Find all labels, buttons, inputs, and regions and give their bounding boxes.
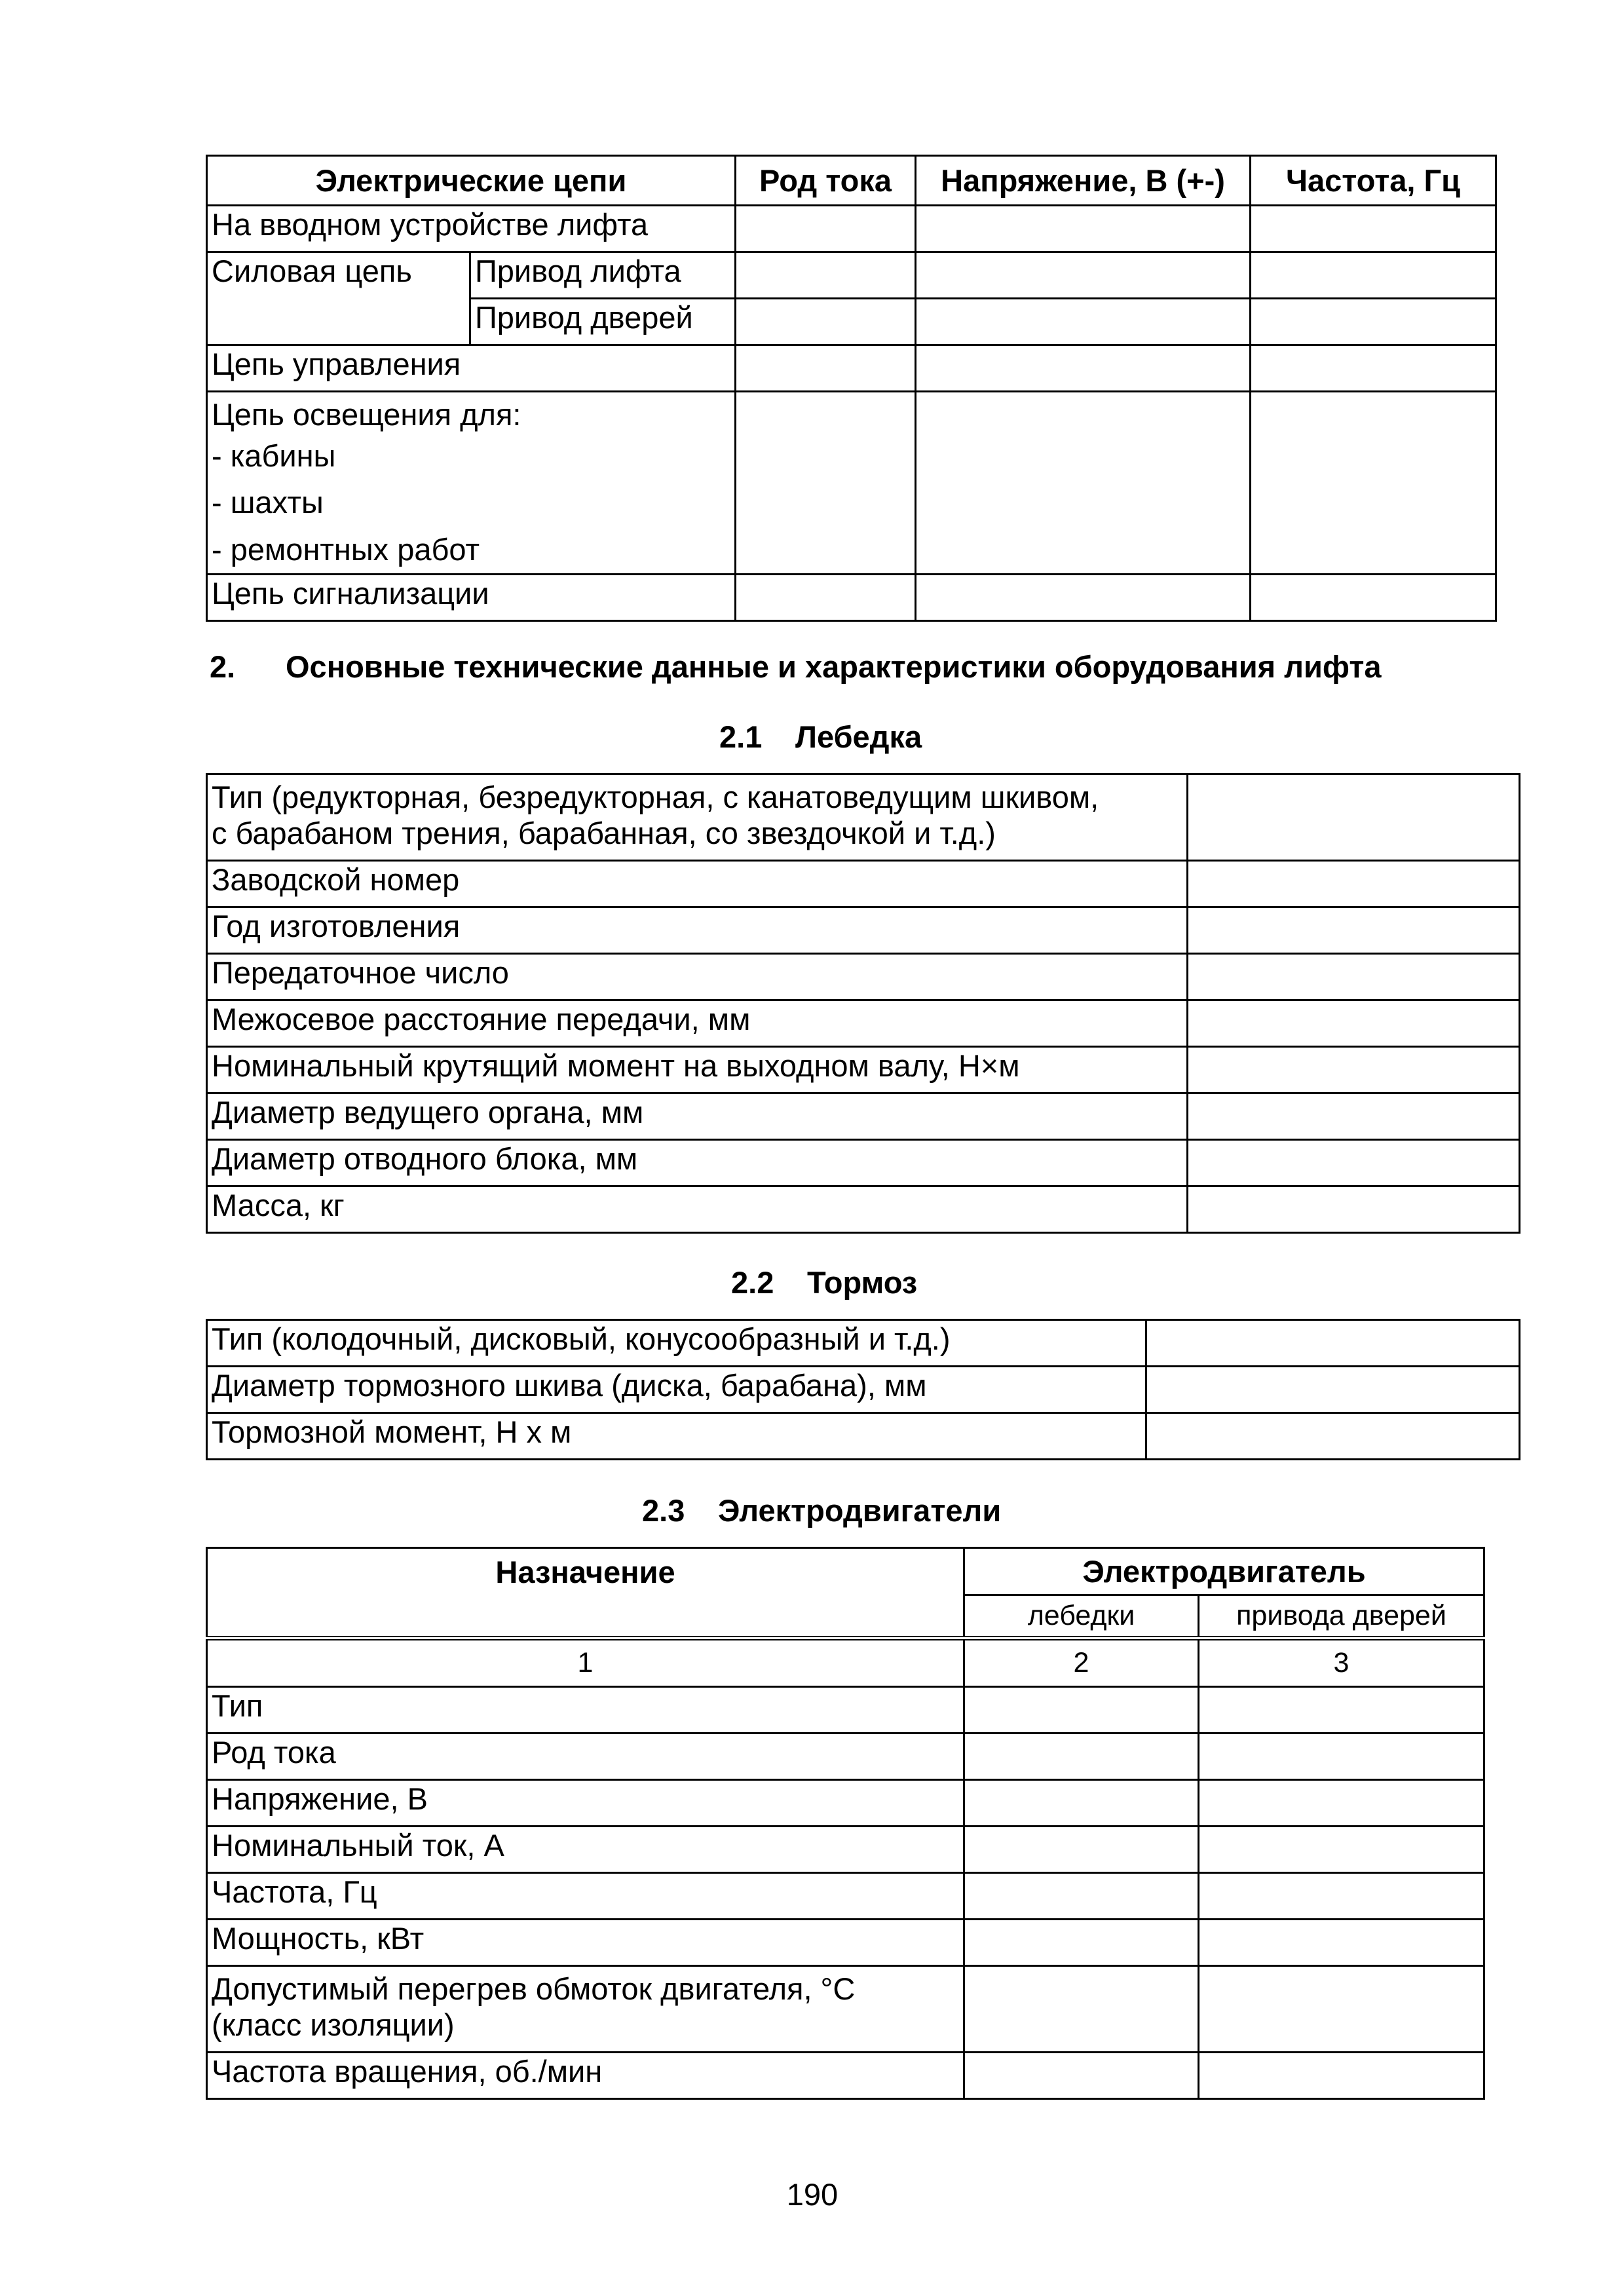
input-cell[interactable] <box>1251 206 1496 252</box>
header-door-motor: привода дверей <box>1199 1595 1484 1639</box>
motor-overheat-line-2: (класс изоляции) <box>212 2007 455 2042</box>
section-2-heading <box>210 649 1382 685</box>
motors-heading-number: 2.3 <box>642 1493 685 1528</box>
winch-gear-ratio: Передаточное число <box>207 954 1188 1000</box>
brake-table <box>206 1319 1520 1460</box>
input-cell[interactable] <box>1188 1000 1520 1047</box>
input-cell[interactable] <box>1188 1093 1520 1140</box>
winch-drive-diameter: Диаметр ведущего органа, мм <box>207 1093 1188 1140</box>
brake-heading-number: 2.2 <box>731 1265 774 1300</box>
input-cell[interactable] <box>1188 774 1520 861</box>
winch-center-distance: Межосевое расстояние передачи, мм <box>207 1000 1188 1047</box>
input-cell[interactable] <box>964 1734 1199 1780</box>
row-signal-circuit: Цепь сигнализации <box>207 575 736 621</box>
input-cell[interactable] <box>1251 252 1496 299</box>
input-cell[interactable] <box>964 1920 1199 1966</box>
motor-frequency: Частота, Гц <box>207 1873 964 1920</box>
header-frequency: Частота, Гц <box>1251 156 1496 206</box>
motor-overheat-line-1: Допустимый перегрев обмоток двигателя, °С <box>212 1971 856 2006</box>
input-cell[interactable] <box>964 1966 1199 2053</box>
motor-type: Тип <box>207 1687 964 1734</box>
input-cell[interactable] <box>736 206 916 252</box>
winch-year: Год изготовления <box>207 907 1188 954</box>
winch-heading-title: Лебедка <box>795 719 922 754</box>
input-cell[interactable] <box>1188 907 1520 954</box>
winch-table <box>206 773 1520 1234</box>
lighting-cabin: - кабины <box>212 438 336 473</box>
winch-type-line-1: Тип (редукторная, безредукторная, с канатоведущим шкивом, <box>212 780 1099 814</box>
input-cell[interactable] <box>916 252 1251 299</box>
input-cell[interactable] <box>1146 1367 1520 1413</box>
row-door-drive: Привод дверей <box>470 299 736 345</box>
winch-heading <box>719 719 922 755</box>
row-lift-drive: Привод лифта <box>470 252 736 299</box>
page-number: 190 <box>786 2177 839 2212</box>
motor-power: Мощность, кВт <box>207 1920 964 1966</box>
input-cell[interactable] <box>1199 1780 1484 1827</box>
input-cell[interactable] <box>1251 299 1496 345</box>
input-cell[interactable] <box>964 2053 1199 2099</box>
input-cell[interactable] <box>964 1827 1199 1873</box>
lighting-repair: - ремонтных работ <box>212 532 480 567</box>
input-cell[interactable] <box>736 345 916 392</box>
input-cell[interactable] <box>1251 575 1496 621</box>
brake-pulley-diameter: Диаметр тормозного шкива (диска, барабана), мм <box>207 1367 1146 1413</box>
input-cell[interactable] <box>1146 1320 1520 1367</box>
motor-speed: Частота вращения, об./мин <box>207 2053 964 2099</box>
motor-voltage: Напряжение, В <box>207 1780 964 1827</box>
winch-mass: Масса, кг <box>207 1186 1188 1233</box>
winch-torque: Номинальный крутящий момент на выходном валу, Н×м <box>207 1047 1188 1093</box>
input-cell[interactable] <box>1199 1827 1484 1873</box>
input-cell[interactable] <box>736 575 916 621</box>
electrical-circuits-table <box>206 155 1497 622</box>
motor-overheat <box>207 1966 964 2053</box>
input-cell[interactable] <box>916 392 1251 575</box>
input-cell[interactable] <box>964 1780 1199 1827</box>
section-2-title: Основные технические данные и характеристики оборудования лифта <box>286 649 1382 684</box>
input-cell[interactable] <box>1199 1966 1484 2053</box>
brake-heading <box>731 1264 917 1301</box>
section-2-number: 2. <box>210 649 236 684</box>
input-cell[interactable] <box>1188 1186 1520 1233</box>
motor-current-type: Род тока <box>207 1734 964 1780</box>
input-cell[interactable] <box>964 1873 1199 1920</box>
row-input-device: На вводном устройстве лифта <box>207 206 736 252</box>
brake-torque: Тормозной момент, Н х м <box>207 1413 1146 1460</box>
motor-rated-current: Номинальный ток, А <box>207 1827 964 1873</box>
input-cell[interactable] <box>1188 861 1520 907</box>
input-cell[interactable] <box>1188 1140 1520 1186</box>
input-cell[interactable] <box>736 299 916 345</box>
lighting-shaft: - шахты <box>212 485 324 520</box>
input-cell[interactable] <box>1199 2053 1484 2099</box>
input-cell[interactable] <box>916 345 1251 392</box>
row-power-circuit: Силовая цепь <box>207 252 470 345</box>
input-cell[interactable] <box>1188 954 1520 1000</box>
input-cell[interactable] <box>1199 1920 1484 1966</box>
header-circuits: Электрические цепи <box>207 156 736 206</box>
row-lighting-circuit <box>207 392 736 575</box>
input-cell[interactable] <box>736 252 916 299</box>
row-control-circuit: Цепь управления <box>207 345 736 392</box>
input-cell[interactable] <box>1188 1047 1520 1093</box>
input-cell[interactable] <box>1251 345 1496 392</box>
header-purpose: Назначение <box>207 1548 964 1639</box>
input-cell[interactable] <box>916 206 1251 252</box>
lighting-title: Цепь освещения для: <box>212 397 521 432</box>
winch-serial: Заводской номер <box>207 861 1188 907</box>
input-cell[interactable] <box>916 299 1251 345</box>
header-voltage: Напряжение, В (+-) <box>916 156 1251 206</box>
input-cell[interactable] <box>1199 1734 1484 1780</box>
winch-type-line-2: с барабаном трения, барабанная, со звездочкой и т.д.) <box>212 816 996 850</box>
input-cell[interactable] <box>1251 392 1496 575</box>
brake-type: Тип (колодочный, дисковый, конусообразный и т.д.) <box>207 1320 1146 1367</box>
winch-pulley-diameter: Диаметр отводного блока, мм <box>207 1140 1188 1186</box>
header-motor: Электродвигатель <box>964 1548 1484 1595</box>
brake-heading-title: Тормоз <box>807 1265 918 1300</box>
header-current-type: Род тока <box>736 156 916 206</box>
header-winch-motor: лебедки <box>964 1595 1199 1639</box>
input-cell[interactable] <box>736 392 916 575</box>
col-number-2: 2 <box>964 1639 1199 1687</box>
col-number-3: 3 <box>1199 1639 1484 1687</box>
motors-heading <box>642 1492 1001 1529</box>
winch-type <box>207 774 1188 861</box>
input-cell[interactable] <box>1199 1687 1484 1734</box>
motors-table <box>206 1547 1485 2100</box>
input-cell[interactable] <box>964 1687 1199 1734</box>
input-cell[interactable] <box>1199 1873 1484 1920</box>
input-cell[interactable] <box>916 575 1251 621</box>
input-cell[interactable] <box>1146 1413 1520 1460</box>
motors-heading-title: Электродвигатели <box>718 1493 1002 1528</box>
winch-heading-number: 2.1 <box>719 719 763 754</box>
col-number-1: 1 <box>207 1639 964 1687</box>
